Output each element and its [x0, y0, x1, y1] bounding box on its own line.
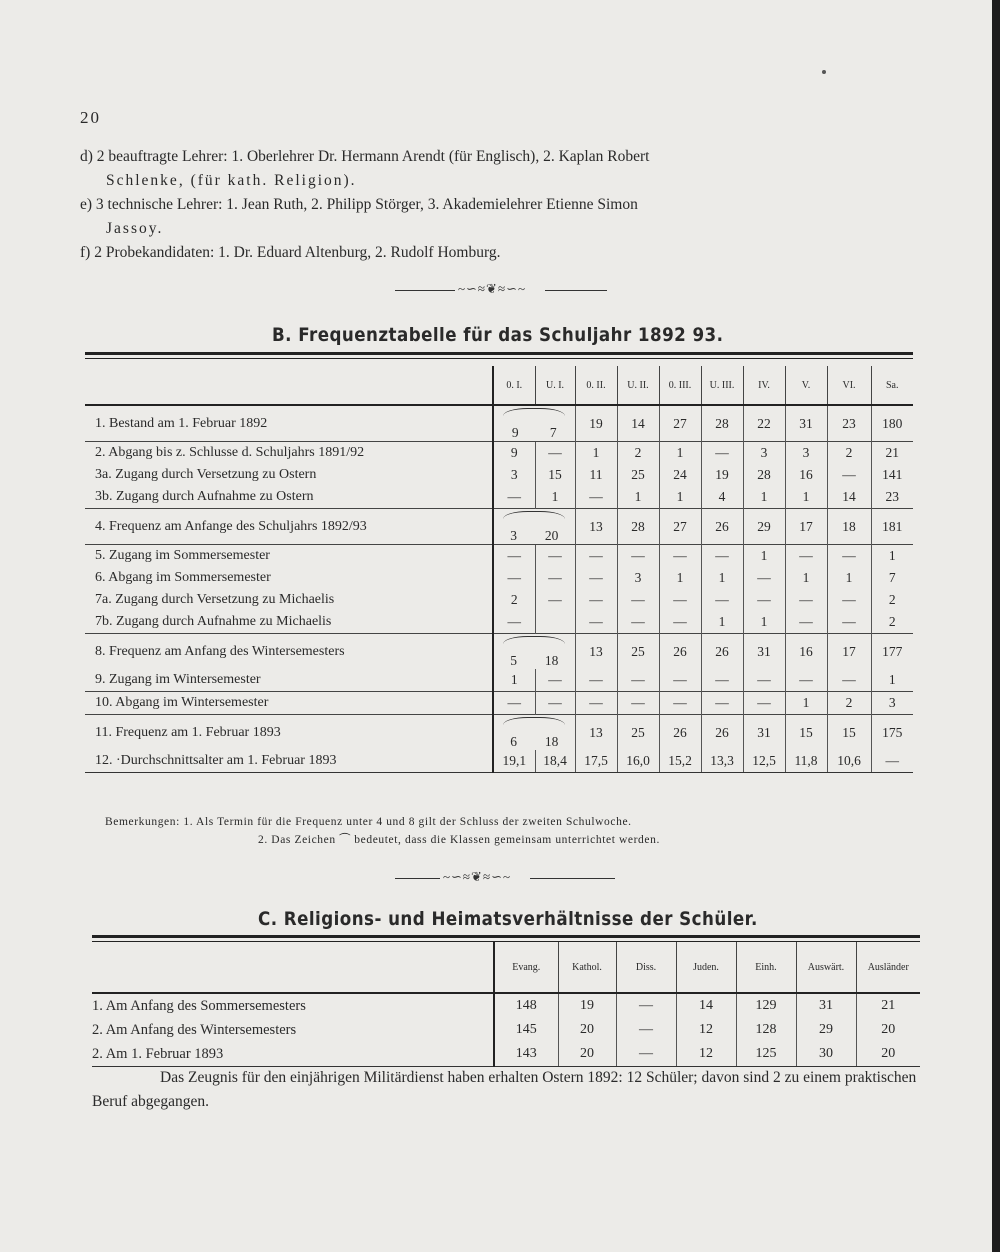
- cell-value: 2: [871, 589, 913, 611]
- cell-value: 13: [575, 715, 617, 751]
- cell-value: —: [493, 611, 535, 634]
- cell-value: 27: [659, 509, 701, 545]
- combined-brace: [503, 511, 565, 524]
- cell-value: —: [701, 589, 743, 611]
- cell-value: 31: [743, 634, 785, 670]
- cell-value: —: [701, 669, 743, 692]
- ornament-line-left: [395, 290, 455, 291]
- row-label: 1. Bestand am 1. Februar 1892: [85, 405, 493, 442]
- cell-value: 16: [785, 464, 827, 486]
- combined-class-cell: [493, 634, 575, 670]
- cell-value: 29: [796, 1018, 856, 1042]
- cell-value: 2: [617, 442, 659, 465]
- section-b-rule-top: [85, 352, 913, 355]
- religion-row: [92, 993, 920, 1018]
- cell-value: —: [535, 669, 575, 692]
- cell-value: 145: [494, 1018, 558, 1042]
- combined-values: [496, 734, 572, 750]
- cell-value: —: [827, 669, 871, 692]
- cell-value: 29: [743, 509, 785, 545]
- combined-class-cell: [493, 715, 575, 751]
- cell-value: —: [535, 545, 575, 568]
- cell-value: 18: [827, 509, 871, 545]
- cell-value: 3: [871, 692, 913, 715]
- cell-value: 28: [701, 405, 743, 442]
- combined-values: [496, 425, 572, 441]
- row-label: 2. Am 1. Februar 1893: [92, 1042, 494, 1067]
- cell-value: 13: [575, 634, 617, 670]
- header-blank: [85, 366, 493, 405]
- cell-value: —: [493, 567, 535, 589]
- cell-value: 26: [659, 634, 701, 670]
- cell-value: —: [659, 545, 701, 568]
- cell-value: 1: [743, 486, 785, 509]
- cell-value: —: [493, 545, 535, 568]
- cell-value: 17,5: [575, 750, 617, 773]
- cell-value: 1: [871, 669, 913, 692]
- cell-value: 16,0: [617, 750, 659, 773]
- cell-value: —: [743, 589, 785, 611]
- page-number: 20: [80, 108, 101, 127]
- cell-value: —: [575, 486, 617, 509]
- cell-value: 1: [743, 545, 785, 568]
- row-label: 6. Abgang im Sommersemester: [95, 570, 271, 585]
- staff-list: [80, 145, 920, 265]
- cell-value: —: [535, 442, 575, 465]
- cell-value: 9: [493, 442, 535, 465]
- cell-value: —: [827, 464, 871, 486]
- ornament-line-left-2: [395, 878, 440, 879]
- cell-value: 16: [785, 634, 827, 670]
- cell-value: 26: [701, 509, 743, 545]
- frequency-row: [85, 692, 913, 715]
- row-label: 5. Zugang im Sommersemester: [85, 545, 493, 568]
- religion-row: [92, 1018, 920, 1042]
- cell-value: 10,6: [827, 750, 871, 773]
- cell-value: 24: [659, 464, 701, 486]
- combined-brace: [503, 717, 565, 730]
- cell-value: 12: [676, 1042, 736, 1067]
- cell-value: 2: [827, 442, 871, 465]
- cell-value: —: [616, 1018, 676, 1042]
- cell-value: —: [493, 692, 535, 715]
- cell-value: 17: [785, 509, 827, 545]
- cell-value: 26: [701, 715, 743, 751]
- cell-value: 15: [827, 715, 871, 751]
- combined-brace: [503, 408, 565, 421]
- combined-values: [496, 653, 572, 669]
- cell-value: 4: [701, 486, 743, 509]
- cell-value: 2: [871, 611, 913, 634]
- cell-value: —: [535, 589, 575, 611]
- cell-value: —: [743, 669, 785, 692]
- cell-value: 14: [617, 405, 659, 442]
- cell-value: —: [617, 589, 659, 611]
- header-blank: [92, 942, 494, 993]
- col-header: V.: [785, 366, 827, 405]
- cell-value: 19,1: [493, 750, 535, 773]
- combined-values: [496, 528, 572, 544]
- row-label: 7a. Zugang durch Versetzung zu Michaelis: [95, 592, 335, 607]
- cell-value: —: [535, 692, 575, 715]
- cell-value: 20: [558, 1042, 616, 1067]
- cell-value: 11: [575, 464, 617, 486]
- row-label: 2. Am Anfang des Wintersemesters: [92, 1021, 297, 1038]
- cell-value: 30: [796, 1042, 856, 1067]
- ornament-line-right-2: [530, 878, 615, 879]
- cell-value: 28: [617, 509, 659, 545]
- ornament-2: ~∽≈❦≈∽~: [443, 869, 512, 884]
- cell-value: 18: [544, 653, 559, 668]
- col-header: U. II.: [617, 366, 659, 405]
- cell-value: 1: [785, 567, 827, 589]
- cell-value: 125: [736, 1042, 796, 1067]
- cell-value: —: [659, 669, 701, 692]
- cell-value: 13: [575, 509, 617, 545]
- cell-value: 141: [871, 464, 913, 486]
- cell-value: 181: [871, 509, 913, 545]
- cell-value: 1: [785, 486, 827, 509]
- frequency-row: [85, 567, 913, 589]
- cell-value: —: [575, 589, 617, 611]
- cell-value: 26: [701, 634, 743, 670]
- closing-text: Das Zeugnis für den einjährigen Militärdienst haben erhalten Ostern 1892: 12 Schüler; davon sind 2 zu einem praktischen Beruf abgegangen.: [92, 1069, 917, 1110]
- cell-value: 7: [549, 425, 557, 440]
- cell-value: 2: [827, 692, 871, 715]
- cell-value: —: [659, 692, 701, 715]
- religion-table: [92, 942, 920, 1067]
- section-c-title: C. Religions- und Heimatsverhältnisse der Schüler.: [258, 908, 758, 930]
- frequency-row: [85, 715, 913, 751]
- cell-value: —: [493, 486, 535, 509]
- row-label: 2. Abgang bis z. Schlusse d. Schuljahrs 1891/92: [85, 442, 493, 465]
- cell-value: 28: [743, 464, 785, 486]
- cell-value: 15: [535, 464, 575, 486]
- cell-value: 31: [785, 405, 827, 442]
- cell-value: 177: [871, 634, 913, 670]
- cell-value: 12,5: [743, 750, 785, 773]
- cell-value: 1: [659, 486, 701, 509]
- cell-value: 148: [494, 993, 558, 1018]
- cell-value: 1: [785, 692, 827, 715]
- col-header: 0. III.: [659, 366, 701, 405]
- col-header: U. III.: [701, 366, 743, 405]
- frequency-row: [85, 589, 913, 611]
- col-header: Juden.: [676, 942, 736, 993]
- cell-value: 5: [510, 653, 517, 668]
- cell-value: 31: [796, 993, 856, 1018]
- cell-value: 3: [785, 442, 827, 465]
- col-header: Ausländer: [856, 942, 920, 993]
- row-label: 8. Frequenz am Anfang des Wintersemesters: [85, 634, 493, 670]
- cell-value: —: [785, 589, 827, 611]
- cell-value: 13,3: [701, 750, 743, 773]
- frequency-row: [85, 405, 913, 442]
- cell-value: 9: [511, 425, 519, 440]
- row-label: 10. Abgang im Wintersemester: [85, 692, 493, 715]
- cell-value: —: [785, 669, 827, 692]
- cell-value: —: [617, 692, 659, 715]
- cell-value: 143: [494, 1042, 558, 1067]
- cell-value: —: [743, 567, 785, 589]
- cell-value: 3: [617, 567, 659, 589]
- cell-value: —: [575, 669, 617, 692]
- frequency-row: [85, 464, 913, 486]
- cell-value: —: [743, 692, 785, 715]
- cell-value: 15,2: [659, 750, 701, 773]
- cell-value: —: [617, 611, 659, 634]
- col-header: Evang.: [494, 942, 558, 993]
- cell-value: 1: [701, 567, 743, 589]
- section-b-title: B. Frequenztabelle für das Schuljahr 1892 93.: [272, 324, 724, 346]
- cell-value: 129: [736, 993, 796, 1018]
- staff-line-d: d) 2 beauftragte Lehrer: 1. Oberlehrer Dr. Hermann Arendt (für Englisch), 2. Kaplan Robert: [80, 148, 650, 165]
- staff-line-e: e) 3 technische Lehrer: 1. Jean Ruth, 2. Philipp Störger, 3. Akademielehrer Etienne Simon: [80, 196, 638, 213]
- cell-value: 31: [743, 715, 785, 751]
- cell-value: 1: [871, 545, 913, 568]
- cell-value: —: [701, 692, 743, 715]
- cell-value: 3: [493, 464, 535, 486]
- cell-value: 27: [659, 405, 701, 442]
- section-b-rule-thin: [85, 358, 913, 359]
- cell-value: 21: [856, 993, 920, 1018]
- religion-row: [92, 1042, 920, 1067]
- cell-value: 20: [544, 528, 559, 543]
- cell-value: 18: [544, 734, 559, 749]
- cell-value: —: [785, 611, 827, 634]
- row-label: 3a. Zugang durch Versetzung zu Ostern: [95, 467, 317, 482]
- cell-value: 19: [575, 405, 617, 442]
- cell-value: 20: [856, 1042, 920, 1067]
- cell-value: —: [827, 589, 871, 611]
- row-label: 12. ·Durchschnittsalter am 1. Februar 1893: [85, 750, 493, 773]
- cell-value: —: [827, 545, 871, 568]
- cell-value: 1: [701, 611, 743, 634]
- cell-value: 3: [510, 528, 517, 543]
- cell-value: 18,4: [535, 750, 575, 773]
- cell-value: 25: [617, 634, 659, 670]
- cell-value: 2: [493, 589, 535, 611]
- col-header: Kathol.: [558, 942, 616, 993]
- cell-value: 3: [743, 442, 785, 465]
- row-label: 4. Frequenz am Anfange des Schuljahrs 1892/93: [85, 509, 493, 545]
- page-edge: [992, 0, 1000, 1252]
- cell-value: —: [617, 545, 659, 568]
- cell-value: 21: [871, 442, 913, 465]
- row-label: 9. Zugang im Wintersemester: [95, 672, 261, 687]
- combined-brace: [503, 636, 565, 649]
- cell-value: —: [575, 567, 617, 589]
- frequency-row: [85, 634, 913, 670]
- cell-value: 23: [871, 486, 913, 509]
- cell-value: 26: [659, 715, 701, 751]
- col-header: Einh.: [736, 942, 796, 993]
- cell-value: 15: [785, 715, 827, 751]
- cell-value: 20: [856, 1018, 920, 1042]
- note-2: 2. Das Zeichen ⏜ bedeutet, dass die Klassen gemeinsam unterrichtet werden.: [258, 834, 660, 846]
- cell-value: 12: [676, 1018, 736, 1042]
- col-header: U. I.: [535, 366, 575, 405]
- cell-value: 20: [558, 1018, 616, 1042]
- row-label: 7b. Zugang durch Aufnahme zu Michaelis: [95, 614, 332, 629]
- cell-value: 14: [676, 993, 736, 1018]
- col-header: 0. I.: [493, 366, 535, 405]
- cell-value: 1: [535, 486, 575, 509]
- cell-value: 1: [827, 567, 871, 589]
- combined-class-cell: [493, 509, 575, 545]
- cell-value: 180: [871, 405, 913, 442]
- combined-class-cell: [493, 405, 575, 442]
- cell-value: 1: [493, 669, 535, 692]
- cell-value: —: [701, 442, 743, 465]
- cell-value: 128: [736, 1018, 796, 1042]
- col-header: Diss.: [616, 942, 676, 993]
- cell-value: —: [616, 993, 676, 1018]
- row-label: 1. Am Anfang des Sommersemesters: [92, 997, 306, 1014]
- cell-value: 7: [871, 567, 913, 589]
- cell-value: —: [871, 750, 913, 773]
- cell-value: —: [575, 545, 617, 568]
- ornament-1: ~∽≈❦≈∽~: [458, 281, 527, 296]
- staff-line-d-cont: Schlenke, (für kath. Religion).: [106, 172, 357, 189]
- col-header: VI.: [827, 366, 871, 405]
- cell-value: 25: [617, 464, 659, 486]
- cell-value: —: [535, 567, 575, 589]
- staff-line-f: f) 2 Probekandidaten: 1. Dr. Eduard Altenburg, 2. Rudolf Homburg.: [80, 244, 501, 261]
- frequency-row: [85, 509, 913, 545]
- cell-value: —: [617, 669, 659, 692]
- ornament-line-right: [545, 290, 607, 291]
- cell-value: —: [785, 545, 827, 568]
- cell-value: 6: [510, 734, 517, 749]
- cell-value: —: [827, 611, 871, 634]
- cell-value: —: [575, 611, 617, 634]
- frequency-row: [85, 545, 913, 568]
- cell-value: 1: [659, 567, 701, 589]
- frequency-header-row: [85, 366, 913, 405]
- frequency-row: [85, 442, 913, 465]
- cell-value: 11,8: [785, 750, 827, 773]
- religion-header-row: [92, 942, 920, 993]
- cell-value: 1: [575, 442, 617, 465]
- frequency-row: [85, 611, 913, 634]
- frequency-row: [85, 486, 913, 509]
- cell-value: —: [701, 545, 743, 568]
- cell-value: 1: [743, 611, 785, 634]
- cell-value: 22: [743, 405, 785, 442]
- row-label: 3b. Zugang durch Aufnahme zu Ostern: [95, 489, 314, 504]
- row-label: 11. Frequenz am 1. Februar 1893: [85, 715, 493, 751]
- frequency-table: [85, 366, 913, 773]
- cell-value: —: [659, 589, 701, 611]
- note-1: Bemerkungen: 1. Als Termin für die Frequenz unter 4 und 8 gilt der Schluss der zweiten Schulwoche.: [105, 816, 632, 828]
- cell-value: 25: [617, 715, 659, 751]
- cell-value: 23: [827, 405, 871, 442]
- staff-line-e-cont: Jassoy.: [106, 220, 164, 237]
- cell-value: 19: [558, 993, 616, 1018]
- cell-value: 1: [659, 442, 701, 465]
- cell-value: —: [575, 692, 617, 715]
- cell-value: 175: [871, 715, 913, 751]
- cell-value: 1: [617, 486, 659, 509]
- cell-value: 17: [827, 634, 871, 670]
- section-c-rule-top: [92, 935, 920, 938]
- frequency-row: [85, 669, 913, 692]
- frequency-row: [85, 750, 913, 773]
- col-header: 0. II.: [575, 366, 617, 405]
- cell-value: 19: [701, 464, 743, 486]
- closing-paragraph: [92, 1066, 922, 1114]
- cell-value: [535, 611, 575, 634]
- cell-value: —: [616, 1042, 676, 1067]
- cell-value: —: [659, 611, 701, 634]
- col-header: Auswärt.: [796, 942, 856, 993]
- cell-value: 14: [827, 486, 871, 509]
- ink-speck: [822, 70, 826, 74]
- col-header: IV.: [743, 366, 785, 405]
- col-header: Sa.: [871, 366, 913, 405]
